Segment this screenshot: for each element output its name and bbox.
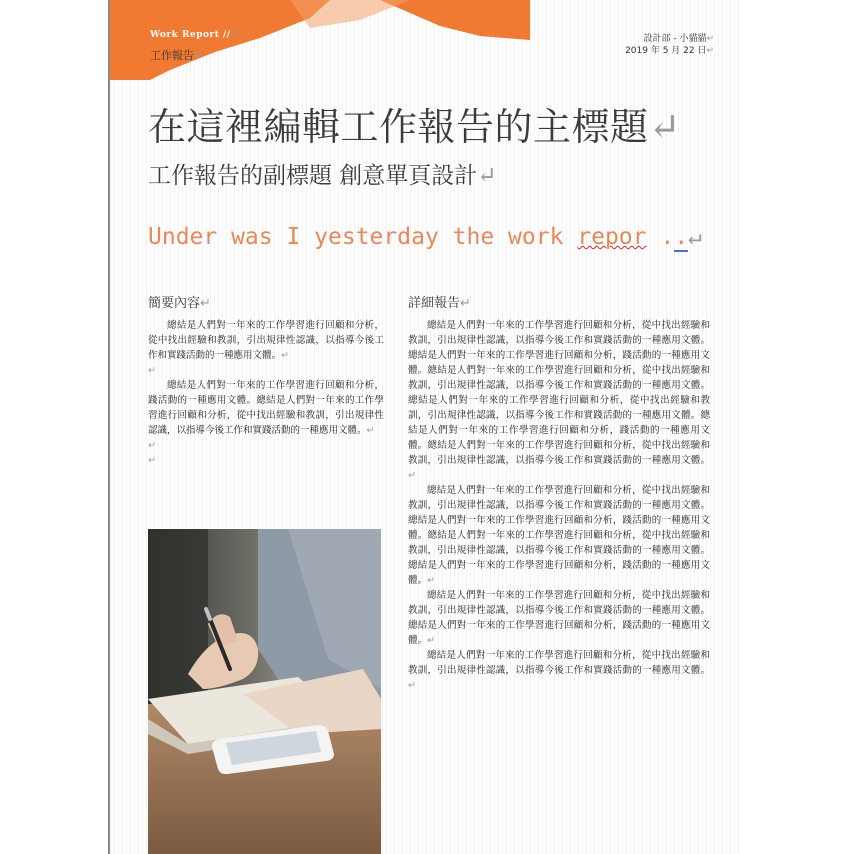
empty-paragraph: ↵ <box>148 365 156 376</box>
brand-english-label: Work Report //↵ <box>150 30 239 40</box>
photo-illustration <box>148 529 381 854</box>
author-name: 設計部 - 小貓貓↵ <box>643 34 714 44</box>
brand-chinese-label: 工作報告↵ <box>150 49 204 62</box>
main-title[interactable]: 在這裡編輯工作報告的主標題↵ <box>148 105 681 149</box>
writing-notebook-photo[interactable] <box>148 529 381 854</box>
detail-heading[interactable]: 詳細報告↵ <box>408 296 471 311</box>
detail-paragraph: 總結是人們對一年來的工作學習進行回顧和分析，從中找出經驗和教訓，引出規律性認識，以指導今後工作和實踐活動的一種應用文體。↵ <box>408 650 710 691</box>
report-date: 2019 年 5 月 22 日↵ <box>625 46 714 56</box>
empty-paragraph: ↵ <box>148 440 156 451</box>
english-tagline[interactable]: Under was I yesterday the work repor ..↵ <box>148 224 702 250</box>
detail-body[interactable] <box>408 318 710 693</box>
empty-paragraph: ↵ <box>148 455 156 466</box>
author-block <box>625 33 714 57</box>
sub-title[interactable]: 工作報告的副標題 創意單頁設計↵ <box>148 163 497 189</box>
detail-paragraph: 總結是人們對一年來的工作學習進行回顧和分析，從中找出經驗和教訓，引出規律性認識，以指導今後工作和實踐活動的一種應用文體。總結是人們對一年來的工作學習進行回顧和分析，踐活動的一種應用文體。↵ <box>408 590 710 646</box>
summary-heading[interactable]: 簡要內容↵ <box>148 296 211 311</box>
spelling-error-word: repor <box>577 224 647 250</box>
summary-paragraph: 總結是人們對一年來的工作學習進行回顧和分析，踐活動的一種應用文體。總結是人們對一年來的工作學習進行回顧和分析，從中找出經驗和教訓，引出規律性認識，以指導今後工作和實踐活動的一種應用文體。↵ <box>148 380 384 436</box>
summary-paragraph: 總結是人們對一年來的工作學習進行回顧和分析，從中找出經驗和教訓，引出規律性認識，以指導今後工作和實踐活動的一種應用文體。↵ <box>148 320 384 361</box>
grammar-error-mark: . <box>674 224 689 250</box>
detail-paragraph: 總結是人們對一年來的工作學習進行回顧和分析，從中找出經驗和教訓，引出規律性認識，以指導今後工作和實踐活動的一種應用文體。總結是人們對一年來的工作學習進行回顧和分析，踐活動的一種應用文體。總結是人們對一年來的工作學習進行回顧和分析，從中找出經驗和教訓，引出規律性認識，以指導今後工作和實踐活動的一種應用文體。總結是人們對一年來的工作學習進行回顧和分析，踐活動的一種應用文體。↵ <box>408 485 710 586</box>
orange-header-banner <box>110 0 530 80</box>
summary-body[interactable] <box>148 318 384 468</box>
page-left-edge <box>108 0 110 854</box>
detail-paragraph: 總結是人們對一年來的工作學習進行回顧和分析，從中找出經驗和教訓，引出規律性認識，以指導今後工作和實踐活動的一種應用文體。總結是人們對一年來的工作學習進行回顧和分析，踐活動的一種應用文體。總結是人們對一年來的工作學習進行回顧和分析，從中找出經驗和教訓，引出規律性認識，以指導今後工作和實踐活動的一種應用文體。總結是人們對一年來的工作學習進行回顧和分析，從中找出經驗和教訓，引出規律性認識，以指導今後工作和實踐活動的一種應用文體。總結是人們對一年來的工作學習進行回顧和分析，踐活動的一種應用文體。總結是人們對一年來的工作學習進行回顧和分析，從中找出經驗和教訓，引出規律性認識，以指導今後工作和實踐活動的一種應用文體。↵ <box>408 320 710 481</box>
